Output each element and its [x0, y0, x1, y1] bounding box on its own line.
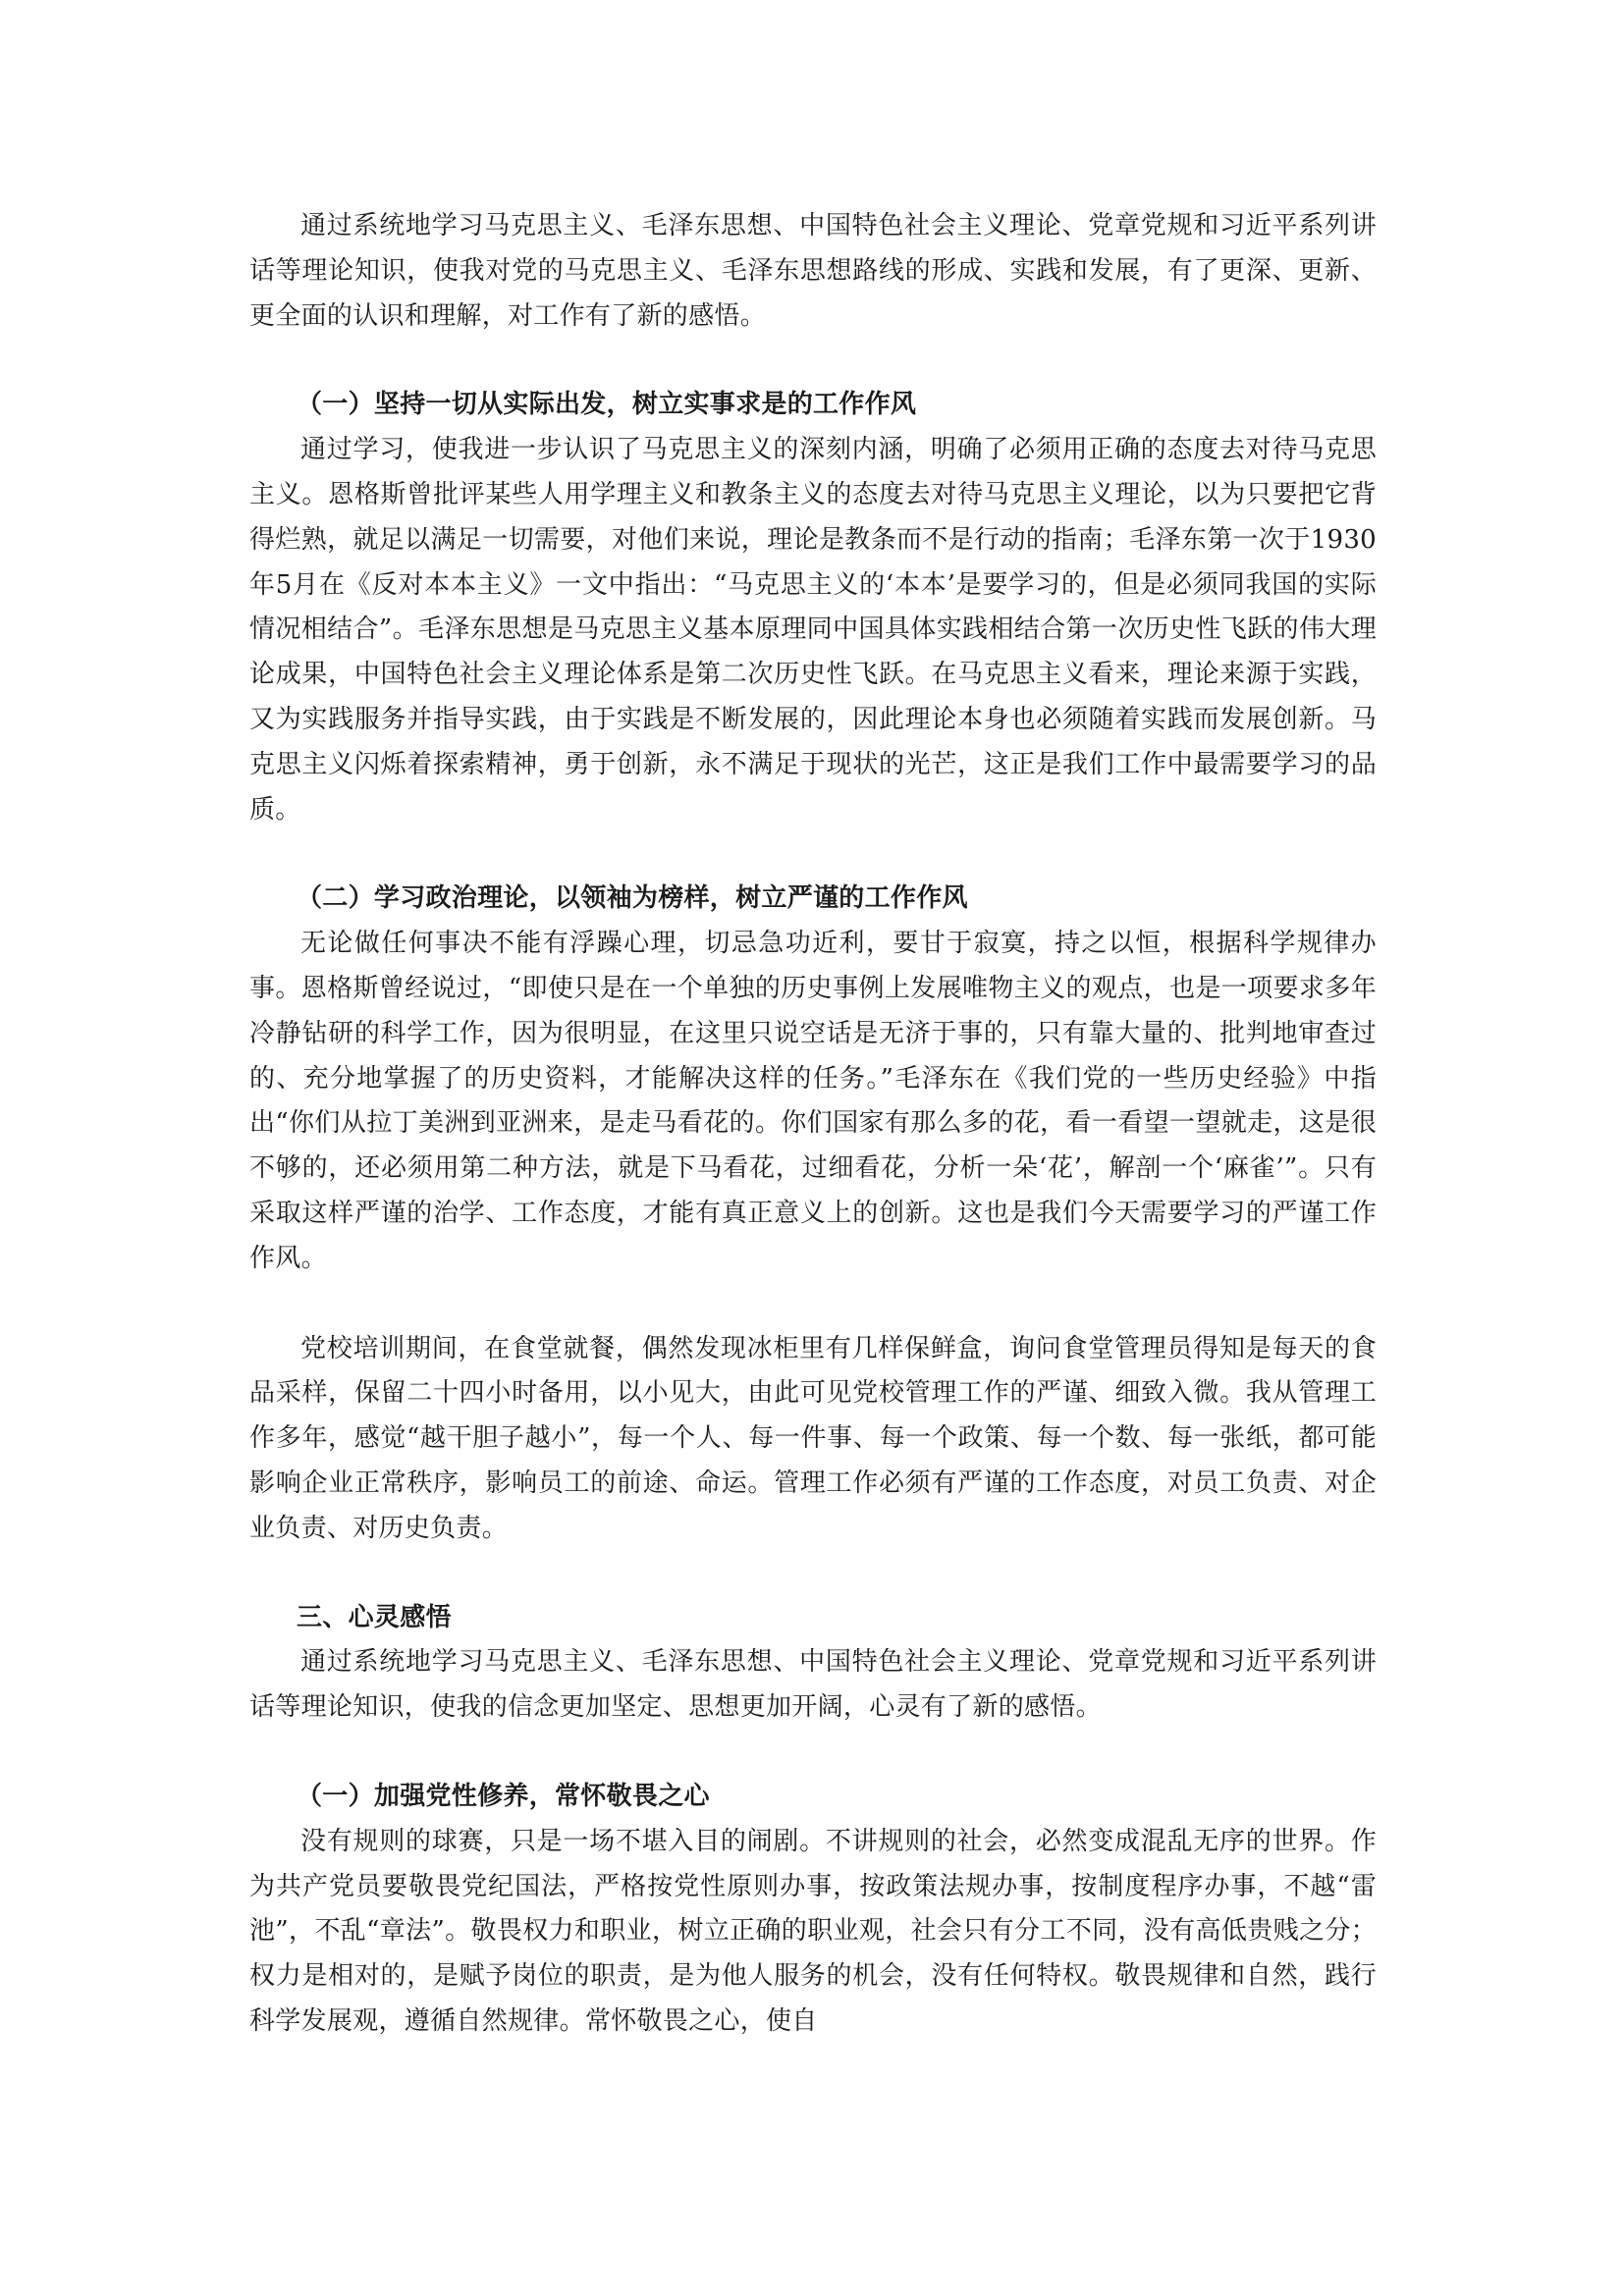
spacer	[249, 1731, 1377, 1775]
intro-paragraph: 通过系统地学习马克思主义、毛泽东思想、中国特色社会主义理论、党章党规和习近平系列讲话等理论知识，使我对党的马克思主义、毛泽东思想路线的形成、实践和发展，有了更深、更新、更全面的认识和理解，对工作有了新的感悟。	[249, 211, 1377, 331]
section-paragraph-spiritual-insight: 通过系统地学习马克思主义、毛泽东思想、中国特色社会主义理论、党章党规和习近平系列讲话等理论知识，使我的信念更加坚定、思想更加开阔，心灵有了新的感悟。	[249, 1647, 1377, 1723]
spacer	[249, 832, 1377, 877]
section-paragraph-reverence: 没有规则的球赛，只是一场不堪入目的闹剧。不讲规则的社会，必然变成混乱无序的世界。作为共产党员要敬畏党纪国法，严格按党性原则办事，按政策法规办事，按制度程序办事，不越“雷池”，不乱“章法”。敬畏权力和职业，树立正确的职业观，社会只有分工不同，没有高低贵贱之分；权力是相对的，是赋予岗位的职责，是为他人服务的机会，没有任何特权。敬畏规律和自然，践行科学发展观，遵循自然规律。常怀敬畏之心，使自	[249, 1826, 1377, 2036]
section-heading-uphold-reality: （一）坚持一切从实际出发，树立实事求是的工作作风	[297, 390, 917, 420]
section-heading-reverence: （一）加强党性修养，常怀敬畏之心	[297, 1781, 710, 1811]
section-paragraph-uphold-reality: 通过学习，使我进一步认识了马克思主义的深刻内涵，明确了必须用正确的态度去对待马克思主义。恩格斯曾批评某些人用学理主义和教条主义的态度去对待马克思主义理论，以为只要把它背得烂熟，就足以满足一切需要，对他们来说，理论是教条而不是行动的指南；毛泽东第一次于1930年5月在《反对本本主义》一文中指出：“马克思主义的‘本本’是要学习的，但是必须同我国的实际情况相结合”。毛泽东思想是马克思主义基本原理同中国具体实践相结合第一次历史性飞跃的伟大理论成果，中国特色社会主义理论体系是第二次历史性飞跃。在马克思主义看来，理论来源于实践，又为实践服务并指导实践，由于实践是不断发展的，因此理论本身也必须随着实践而发展创新。马克思主义闪烁着探索精神，勇于创新，永不满足于现状的光芒，这正是我们工作中最需要学习的品质。	[249, 435, 1377, 825]
spacer	[249, 1282, 1377, 1327]
section-paragraph-rigorous-style: 无论做任何事决不能有浮躁心理，切忌急功近利，要甘于寂寞，持之以恒，根据科学规律办事。恩格斯曾经说过，“即使只是在一个单独的历史事例上发展唯物主义的观点，也是一项要求多年冷静钻研的科学工作，因为很明显，在这里只说空话是无济于事的，只有靠大量的、批判地审查过的、充分地掌握了的历史资料，才能解决这样的任务。”毛泽东在《我们党的一些历史经验》中指出“你们从拉丁美洲到亚洲来，是走马看花的。你们国家有那么多的花，看一看望一望就走，这是很不够的，还必须用第二种方法，就是下马看花，过细看花，分析一朵‘花’，解剖一个‘麻雀’”。只有采取这样严谨的治学、工作态度，才能有真正意义上的创新。这也是我们今天需要学习的严谨工作作风。	[249, 929, 1377, 1273]
section-heading-rigorous-style: （二）学习政治理论，以领袖为榜样，树立严谨的工作作风	[297, 883, 968, 914]
document-body	[249, 204, 1377, 2045]
spacer	[249, 339, 1377, 383]
party-school-paragraph: 党校培训期间，在食堂就餐，偶然发现冰柜里有几样保鲜盒，询问食堂管理员得知是每天的食品采样，保留二十四小时备用，以小见大，由此可见党校管理工作的严谨、细致入微。我从管理工作多年，感觉“越干胆子越小”，每一个人、每一件事、每一个政策、每一个数、每一张纸，都可能影响企业正常秩序，影响员工的前途、命运。管理工作必须有严谨的工作态度，对员工负责、对企业负责、对历史负责。	[249, 1333, 1377, 1543]
spacer	[249, 1552, 1377, 1596]
section-heading-spiritual-insight: 三、心灵感悟	[297, 1602, 452, 1632]
